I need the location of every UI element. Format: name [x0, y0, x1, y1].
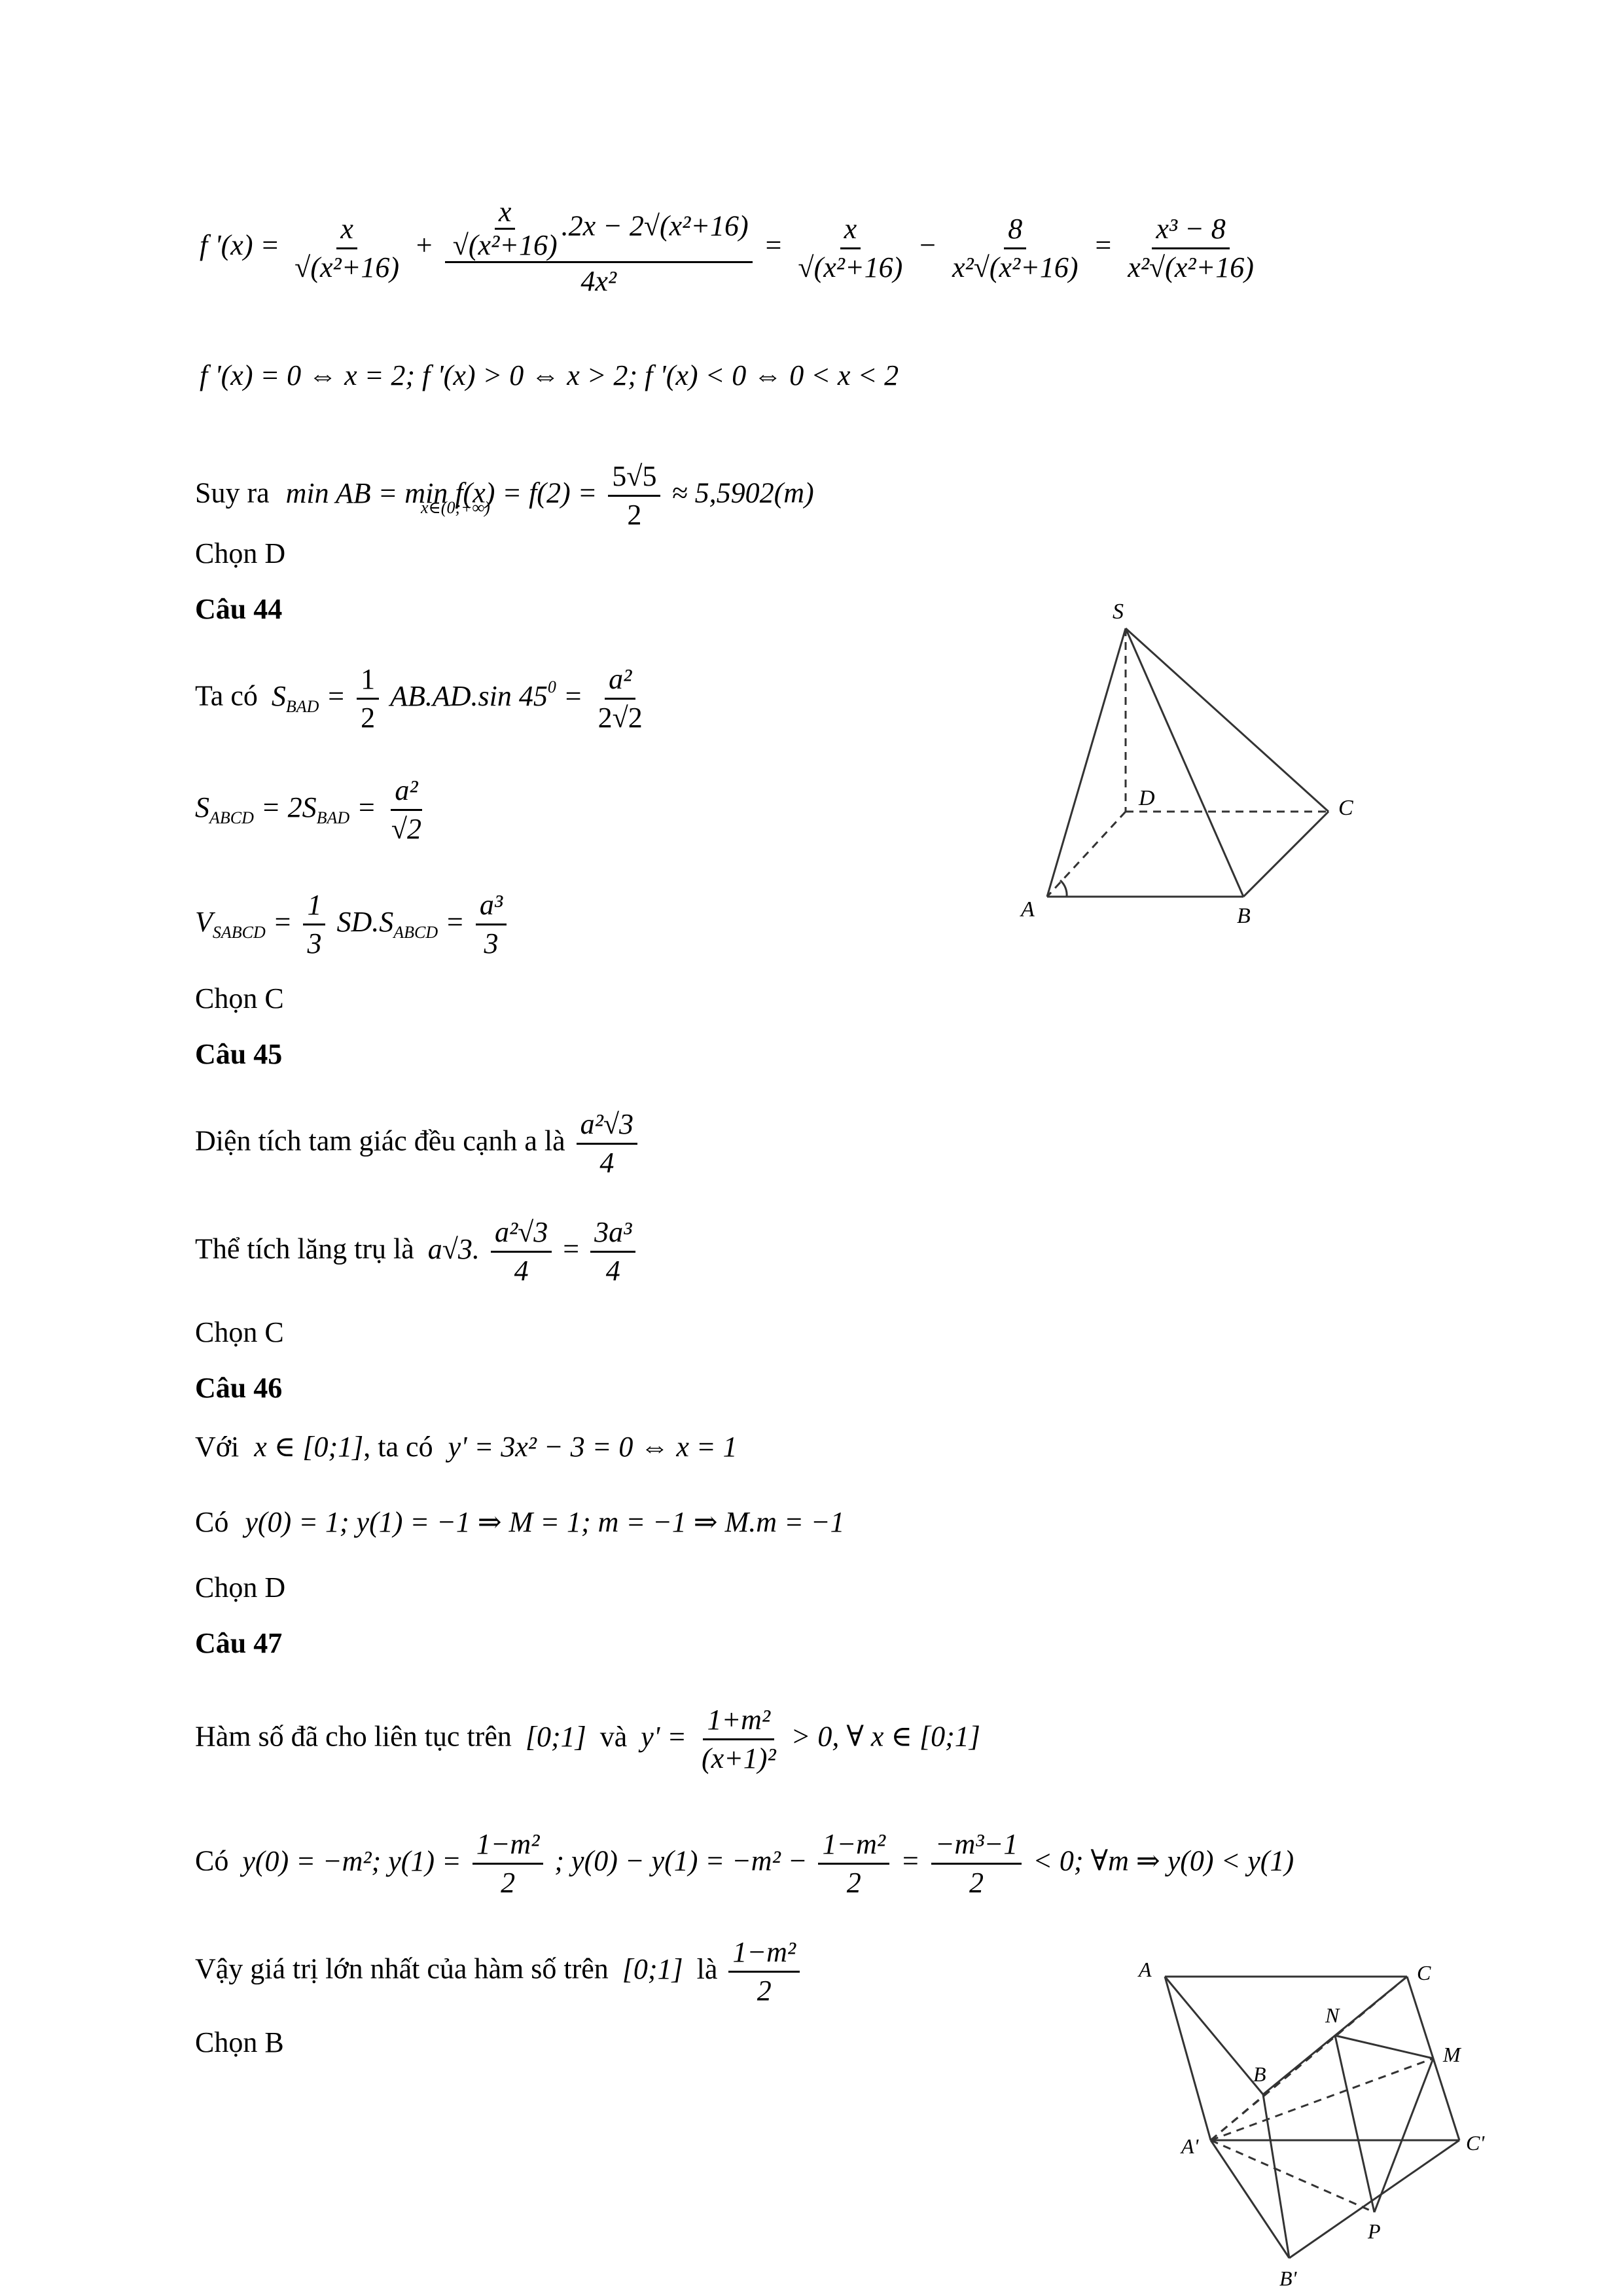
- vay-text: Vậy giá trị lớn nhất của hàm số trên: [195, 1952, 609, 1985]
- ta-co-2-text: , ta có: [363, 1431, 433, 1463]
- label-m: M: [1443, 2043, 1461, 2066]
- label-a-prime: A': [1181, 2134, 1199, 2158]
- c47-continuity: Hàm số đã cho liên tục trên [0;1] và y' = $\frac{\text{1+m²}}{\text{(x+1)²}}$ > 0, ∀ x ∈ [0;1]: [195, 1702, 980, 1777]
- pyramid-figure: [995, 569, 1414, 936]
- answer-b: Chọn B: [195, 2026, 284, 2058]
- c46-derivative: [195, 1430, 738, 1464]
- question-47-heading: Câu 47: [195, 1627, 283, 1659]
- c47-conclusion: Vậy giá trị lớn nhất của hàm số trên [0;1] là $\frac{\text{1−m²}}{2}$: [195, 1934, 804, 2009]
- label-b-prime: B': [1279, 2267, 1297, 2290]
- c47-interval-1: [0;1]: [525, 1720, 586, 1753]
- la-text: là: [696, 1952, 718, 1985]
- derivative-sign: f '(x) = 0 ⇔ x = 2; f '(x) > 0 ⇔ x > 2; f '(x) < 0 ⇔ 0 < x < 2: [200, 359, 899, 391]
- c45-volume: Thể tích lăng trụ là a√3. $\frac{\text{a²√3}}{4}$ = $\frac{\text{3a³}}{4}$: [195, 1214, 639, 1289]
- label-c-prime: C': [1466, 2131, 1485, 2155]
- min-subscript: x∈(0;+∞): [421, 498, 490, 517]
- voi-text: Với: [195, 1431, 240, 1463]
- question-46-heading: Câu 46: [195, 1372, 283, 1404]
- dien-tich-text: Diện tích tam giác đều cạnh a là: [195, 1124, 565, 1157]
- label-s: S: [1113, 600, 1124, 624]
- suy-ra-text: Suy ra: [195, 476, 270, 509]
- c44-area-bad: Ta có $S_{BAD}$ = $\frac{1}{2}$ AB.AD.sin $45^0$ = $\frac{\text{a²}}{2√2}$: [195, 661, 651, 736]
- answer-d-2: Chọn D: [195, 1571, 286, 1604]
- label-c: C: [1417, 1961, 1431, 1984]
- label-a: A: [1139, 1958, 1152, 1981]
- c44-area-abcd: $S_{ABCD} = 2S_{BAD}$ = $\frac{\text{a²}}{√2}$: [195, 772, 429, 848]
- answer-c-1: Chọn C: [195, 982, 284, 1014]
- c47-comparison: Có y(0) = −m²; y(1) = $\frac{\text{1−m²}}{2}$ ; y(0) − y(1) = −m² − $\frac{\text{1−m²}}{2}$ = $\frac{\text{−m³−1}}{2}$ < 0; ∀m ⇒ y(0) < y(1): [195, 1826, 1294, 1901]
- answer-c-2: Chọn C: [195, 1316, 284, 1348]
- c46-equation: y' = 3x² − 3 = 0 ⇔ x = 1: [448, 1431, 738, 1463]
- va-text: và: [599, 1720, 628, 1753]
- ta-co-text: Ta có: [195, 679, 258, 712]
- label-b: B: [1237, 904, 1251, 928]
- label-c: C: [1338, 796, 1353, 820]
- label-b: B: [1253, 2062, 1266, 2086]
- prism-figure: [1126, 1944, 1531, 2291]
- label-d: D: [1139, 786, 1155, 810]
- derivative-formula: f '(x) = $\frac{x}{\text{√(x²+16)}}$ + $\frac{x}{\text{√(x²+16)}}$ .2x − 2√(x²+16) 4x² = $\frac{x}{\text{√(x²+16)}}$ − $\frac{8}{\text{x²√(x²+16)}}$ = $\frac{\text{x³ − 8}}{\text{x²√(x²+16)}}$: [200, 196, 1254, 297]
- question-45-heading: Câu 45: [195, 1038, 283, 1070]
- min-ab-line: Suy ra min AB = min x∈(0;+∞) f(x) = f(2) = $\frac{5√5}{2}$ ≈ 5,5902(m): [195, 458, 814, 533]
- c44-volume: $V_{SABCD}$ = $\frac{1}{3}$ $SD.S_{ABCD}$ = $\frac{\text{a³}}{3}$: [195, 887, 510, 962]
- c46-result: y(0) = 1; y(1) = −1 ⇒ M = 1; m = −1 ⇒ M.m = −1: [245, 1506, 845, 1538]
- c46-domain: x ∈ [0;1]: [254, 1431, 364, 1463]
- c47-interval-2: [0;1]: [622, 1952, 683, 1985]
- question-44-heading: Câu 44: [195, 593, 283, 625]
- label-n: N: [1325, 2003, 1340, 2027]
- co-2-text: Có: [195, 1844, 229, 1877]
- label-a: A: [1021, 897, 1035, 922]
- co-1-text: Có: [195, 1506, 229, 1538]
- answer-d-1: Chọn D: [195, 537, 286, 569]
- ham-so-text: Hàm số đã cho liên tục trên: [195, 1720, 512, 1753]
- the-tich-text: Thể tích lăng trụ là: [195, 1232, 414, 1265]
- label-p: P: [1368, 2219, 1381, 2243]
- c45-area: Diện tích tam giác đều cạnh a là $\frac{\text{a²√3}}{4}$: [195, 1106, 641, 1181]
- c46-values: [195, 1505, 844, 1539]
